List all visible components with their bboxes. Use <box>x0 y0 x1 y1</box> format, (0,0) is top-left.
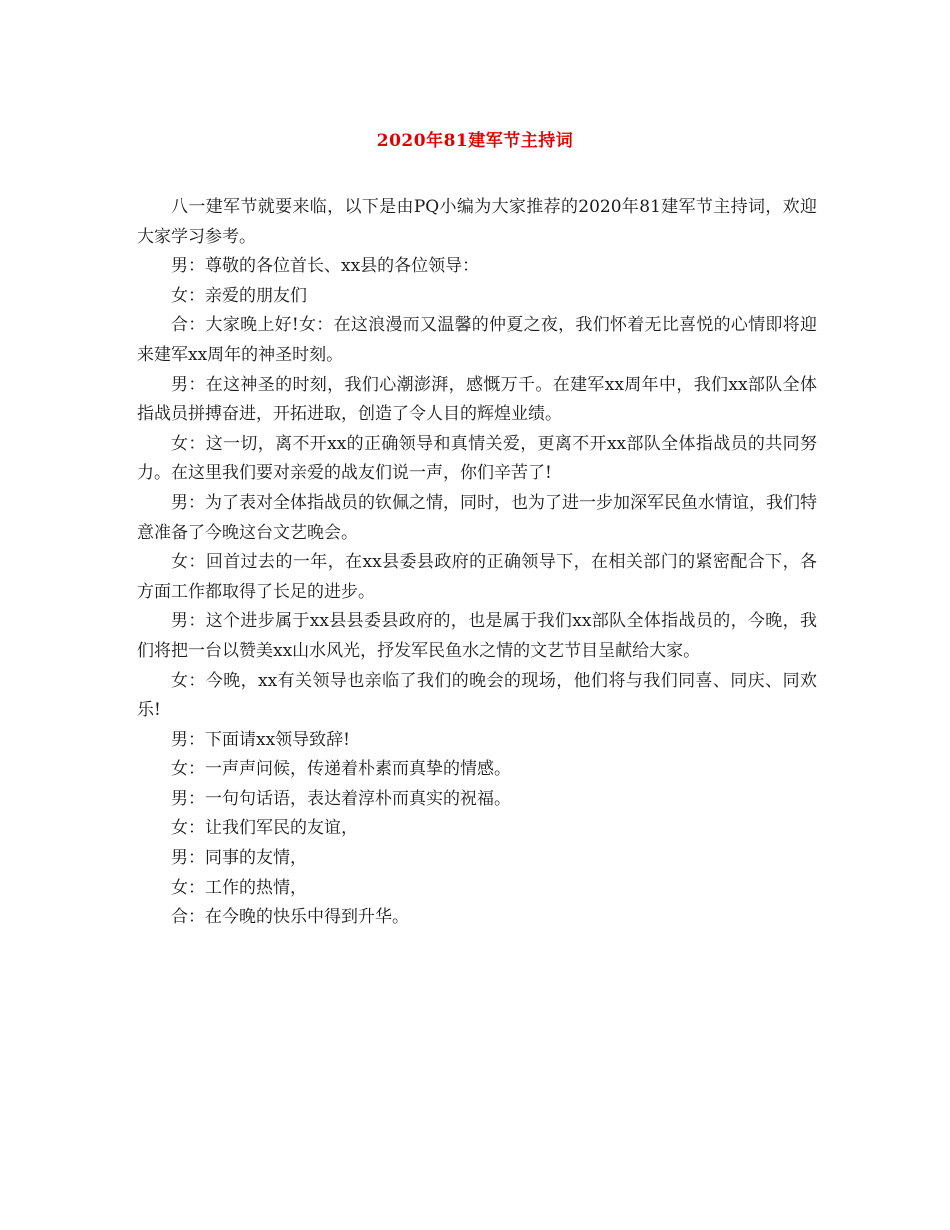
paragraph: 女：亲爱的朋友们 <box>171 285 307 306</box>
paragraph: 男：同事的友情， <box>171 848 307 869</box>
paragraph: 男：一句句话语，表达着淳朴而真实的祝福。 <box>171 788 511 809</box>
paragraph: 男：在这神圣的时刻，我们心潮澎湃，感慨万千。在建军xx周年中，我们xx部队全体指战员拼搏奋进，开拓进取，创造了令人目的辉煌业绩。 <box>137 374 817 425</box>
paragraph: 女：工作的热情， <box>171 877 307 898</box>
document-title: 2020年81建军节主持词 <box>376 131 574 151</box>
paragraph: 八一建军节就要来临，以下是由PQ小编为大家推荐的2020年81建军节主持词，欢迎大家学习参考。 <box>137 197 817 247</box>
paragraph: 男：这个进步属于xx县县委县政府的，也是属于我们xx部队全体指战员的，今晚，我们将把一台以赞美xx山水风光，抒发军民鱼水之情的文艺节目呈献给大家。 <box>137 611 817 661</box>
paragraph: 女：让我们军民的友谊， <box>171 818 358 839</box>
paragraph: 合：大家晚上好!女：在这浪漫而又温馨的仲夏之夜，我们怀着无比喜悦的心情即将迎来建军xx周年的神圣时刻。 <box>137 315 817 365</box>
paragraph: 男：尊敬的各位首长、xx县的各位领导： <box>171 256 480 277</box>
document-body <box>137 193 817 933</box>
paragraph: 女：这一切，离不开xx的正确领导和真情关爱，更离不开xx部队全体指战员的共同努力。在这里我们要对亲爱的战友们说一声，你们辛苦了! <box>137 433 817 484</box>
paragraph: 女：回首过去的一年，在xx县委县政府的正确领导下，在相关部门的紧密配合下，各方面工作都取得了长足的进步。 <box>137 552 817 602</box>
paragraph: 男：下面请xx领导致辞! <box>171 729 351 750</box>
paragraph: 女：一声声问候，传递着朴素而真挚的情感。 <box>171 759 511 780</box>
paragraph: 女：今晚，xx有关领导也亲临了我们的晚会的现场，他们将与我们同喜、同庆、同欢乐! <box>137 670 817 721</box>
paragraph: 男：为了表对全体指战员的钦佩之情，同时，也为了进一步加深军民鱼水情谊，我们特意准备了今晚这台文艺晚会。 <box>137 492 817 543</box>
paragraph: 合：在今晚的快乐中得到升华。 <box>171 907 409 928</box>
